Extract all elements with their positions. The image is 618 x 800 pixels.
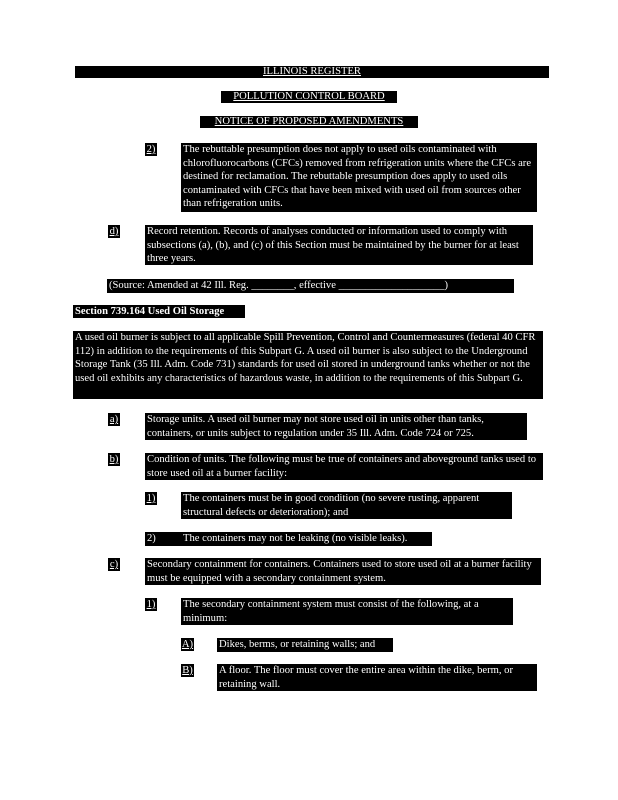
item-c1-label: 1) (146, 599, 156, 610)
item-2-label: 2) (146, 144, 156, 155)
item-b1-label: 1) (146, 493, 156, 504)
item-b2-text: The containers may not be leaking (no visible leaks). (183, 533, 408, 544)
item-cB-label: B) (182, 665, 193, 676)
item-2-text: The rebuttable presumption does not apply to used oils contaminated with chlorofluorocarbons (CFCs) removed from refrigeration units where the CFCs are destined for reclamation. The rebuttable presumption does apply to used oils contaminated with CFCs that have been mixed with used oil from sources other than refrigeration units. (181, 143, 537, 212)
item-c-label: c) (109, 559, 119, 570)
item-cA-text: Dikes, berms, or retaining walls; and (217, 638, 393, 652)
notice-header: NOTICE OF PROPOSED AMENDMENTS (200, 116, 418, 128)
item-d-text: Record retention. Records of analyses conducted or information used to comply with subsections (a), (b), and (c) of this Section must be maintained by the burner for at least three years. (145, 225, 533, 265)
item-c1-text: The secondary containment system must consist of the following, at a minimum: (181, 598, 513, 625)
item-cB-text: A floor. The floor must cover the entire area within the dike, berm, or retaining wall. (217, 664, 537, 691)
item-b2 (145, 532, 432, 546)
section-body: A used oil burner is subject to all applicable Spill Prevention, Control and Countermeasures (federal 40 CFR 112) in addition to the requirements of this Subpart G. A used oil burner is also subject to the Underground Storage Tank (35 Ill. Adm. Code 731) standards for used oil stored in underground tanks whether or not the used oil exhibits any characteristics of hazardous waste, in addition to the requirements of this Subpart G. (73, 331, 543, 399)
item-b2-label: 2) (147, 533, 156, 544)
item-c-text: Secondary containment for containers. Containers used to store used oil at a burner facility must be equipped with a secondary containment system. (145, 558, 541, 585)
register-header: ILLINOIS REGISTER (75, 66, 549, 78)
item-a-text: Storage units. A used oil burner may not store used oil in units other than tanks, containers, or units subject to regulation under 35 Ill. Adm. Code 724 or 725. (145, 413, 527, 440)
item-b-label: b) (109, 454, 119, 465)
section-title: Section 739.164 Used Oil Storage (73, 305, 245, 318)
board-header: POLLUTION CONTROL BOARD (221, 91, 397, 103)
item-b1-text: The containers must be in good condition (no severe rusting, apparent structural defects or deterioration); and (181, 492, 512, 519)
source-note: (Source: Amended at 42 Ill. Reg. ________, effective ____________________) (107, 279, 514, 293)
item-a-label: a) (109, 414, 119, 425)
item-d-label: d) (109, 226, 119, 237)
item-cA-label: A) (181, 639, 194, 650)
item-b-text: Condition of units. The following must be true of containers and aboveground tanks used to store used oil at a burner facility: (145, 453, 543, 480)
